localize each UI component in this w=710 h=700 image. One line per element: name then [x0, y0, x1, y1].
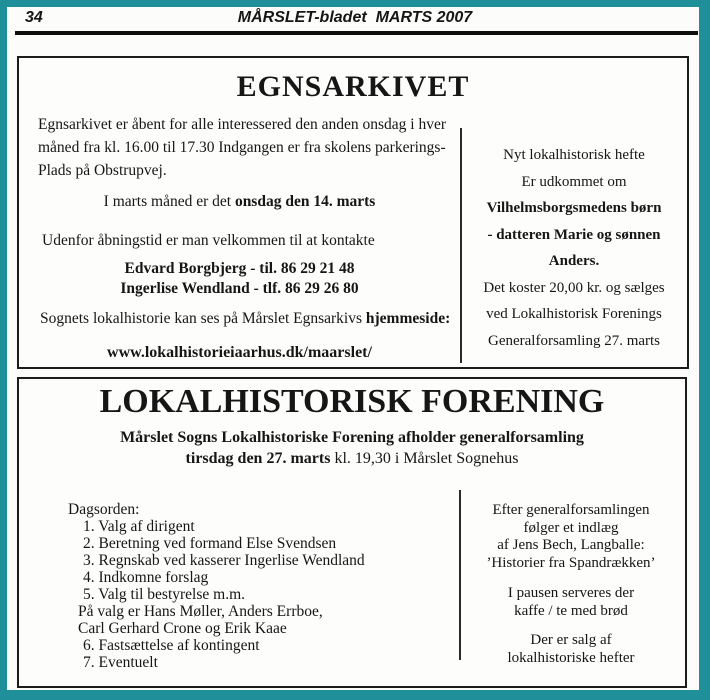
- aside-line: Der er salg af: [530, 632, 612, 648]
- agenda-item-continuation: På valg er Hans Møller, Anders Errboe,: [78, 603, 323, 620]
- contact-line: Edvard Borgbjerg - til. 86 29 21 48: [124, 260, 355, 277]
- after-meeting-notice: [460, 502, 682, 667]
- forening-title: LOKALHISTORISK FORENING: [99, 383, 605, 420]
- egnsarkivet-box: [17, 56, 689, 369]
- newsletter-masthead: MÅRSLET-bladet MARTS 2007: [237, 9, 473, 26]
- agenda-item: 3. Regnskab ved kasserer Ingerlise Wendland: [83, 552, 365, 569]
- march-date-line: [19, 193, 460, 211]
- intro-line: Plads på Obstrupvej.: [38, 162, 167, 179]
- agenda-heading: Dagsorden:: [68, 501, 140, 518]
- aside-group: [460, 585, 682, 620]
- aside-group: [460, 502, 682, 572]
- meeting-date-line: [19, 450, 685, 468]
- forening-subtitle: Mårslet Sogns Lokalhistoriske Forening afholder generalforsamling: [120, 429, 584, 446]
- notice-line: ved Lokalhistorisk Forenings: [486, 306, 662, 322]
- header-rule: [15, 31, 698, 35]
- notice-line: - datteren Marie og sønnen Anders.: [487, 226, 661, 269]
- agenda-item-continuation: Carl Gerhard Crone og Erik Kaae: [78, 620, 287, 637]
- march-date-bold: onsdag den 14. marts: [234, 193, 376, 210]
- notice-line: Det koster 20,00 kr. og sælges: [483, 279, 665, 296]
- agenda-list: [78, 518, 365, 671]
- intro-line: måned fra kl. 16.00 til 17.30 Indgangen er fra skolens parkerings-: [38, 139, 446, 156]
- notice-line: Nyt lokalhistorisk hefte: [503, 147, 645, 163]
- aside-line: lokalhistoriske hefter: [507, 649, 635, 666]
- new-booklet-notice: [462, 142, 686, 354]
- aside-line: af Jens Bech, Langballe:: [497, 537, 645, 553]
- contact-line: Ingerlise Wendland - tlf. 86 29 26 80: [120, 280, 359, 297]
- homepage-line: [40, 310, 450, 328]
- aside-line: ’Historier fra Spandrækken’: [486, 554, 656, 571]
- agenda-item: 5. Valg til bestyrelse m.m.: [83, 586, 246, 603]
- notice-line: Generalforsamling 27. marts: [487, 332, 661, 349]
- page-number: 34: [25, 9, 43, 26]
- website-url: www.lokalhistorieiaarhus.dk/maarslet/: [107, 344, 372, 361]
- aside-line: kaffe / te med brød: [514, 602, 628, 619]
- meeting-date-bold: tirsdag den 27. marts: [185, 450, 331, 467]
- aside-group: [460, 632, 682, 667]
- aside-line: Efter generalforsamlingen: [492, 502, 650, 518]
- agenda-item: 2. Beretning ved formand Else Svendsen: [83, 535, 337, 552]
- egnsarkivet-intro: [38, 113, 446, 182]
- intro-line: Egnsarkivet er åbent for alle interessered den anden onsdag i hver: [38, 116, 447, 133]
- agenda-item: 4. Indkomne forslag: [83, 569, 209, 586]
- egnsarkivet-title: EGNSARKIVET: [236, 70, 470, 103]
- homepage-bold: hjemmeside:: [365, 310, 451, 327]
- notice-line: Er udkommet om: [521, 173, 627, 190]
- contact-heading: Udenfor åbningstid er man velkommen til at kontakte: [42, 232, 375, 249]
- notice-line: Vilhelmsborgsmedens børn: [486, 200, 662, 216]
- march-date-prefix: I marts måned er det: [103, 193, 235, 210]
- forening-box: [17, 377, 687, 688]
- contact-list: [19, 259, 460, 299]
- agenda-item: 7. Eventuelt: [83, 654, 158, 671]
- aside-line: I pausen serveres der: [507, 585, 635, 601]
- agenda-item: 1. Valg af dirigent: [83, 518, 195, 535]
- aside-line: følger et indlæg: [523, 519, 619, 536]
- agenda-item: 6. Fastsættelse af kontingent: [83, 637, 260, 654]
- meeting-date-rest: kl. 19,30 i Mårslet Sognehus: [330, 450, 519, 467]
- homepage-prefix: Sognets lokalhistorie kan ses på Mårslet Egnsarkivs: [40, 310, 366, 327]
